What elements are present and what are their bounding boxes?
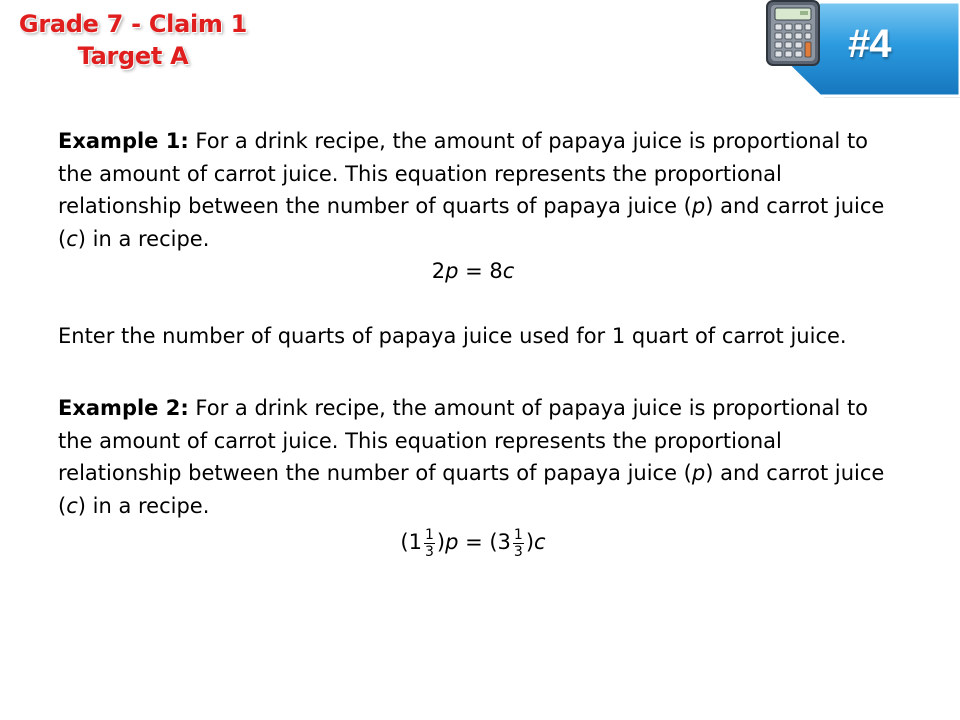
slide-content bbox=[58, 125, 888, 560]
title-line-1: Grade 7 - Claim 1 bbox=[18, 10, 248, 38]
example-2-paragraph: Example 2: For a drink recipe, the amount of papaya juice is proportional to the amount of carrot juice. This equation represents the proportional relationship between the number of quarts of papaya juice (p) and carrot juice (c) in a recipe. bbox=[58, 396, 885, 518]
problem-number-badge bbox=[766, 0, 960, 98]
example-1-equation: 2p = 8c bbox=[431, 259, 515, 283]
example-1-paragraph: Example 1: For a drink recipe, the amount of papaya juice is proportional to the amount of carrot juice. This equation represents the proportional relationship between the number of quarts of papaya juice (p) and carrot juice (c) in a recipe. bbox=[58, 129, 885, 251]
problem-number: #4 bbox=[848, 22, 891, 66]
example-2-label: Example 2: bbox=[58, 396, 189, 420]
example-1-question: Enter the number of quarts of papaya juice used for 1 quart of carrot juice. bbox=[58, 323, 847, 348]
slide-title bbox=[14, 8, 252, 72]
fraction-one-third-left: $\frac{1}{3}$ bbox=[424, 526, 434, 560]
example-1-label: Example 1: bbox=[58, 129, 189, 153]
title-line-2: Target A bbox=[77, 42, 189, 70]
example-2-equation: (1 $\frac{1}{3}$ )p = (3 $\frac{1}{3}$ )c bbox=[400, 526, 546, 560]
calculator-icon bbox=[766, 0, 820, 66]
fraction-one-third-right: $\frac{1}{3}$ bbox=[513, 526, 523, 560]
